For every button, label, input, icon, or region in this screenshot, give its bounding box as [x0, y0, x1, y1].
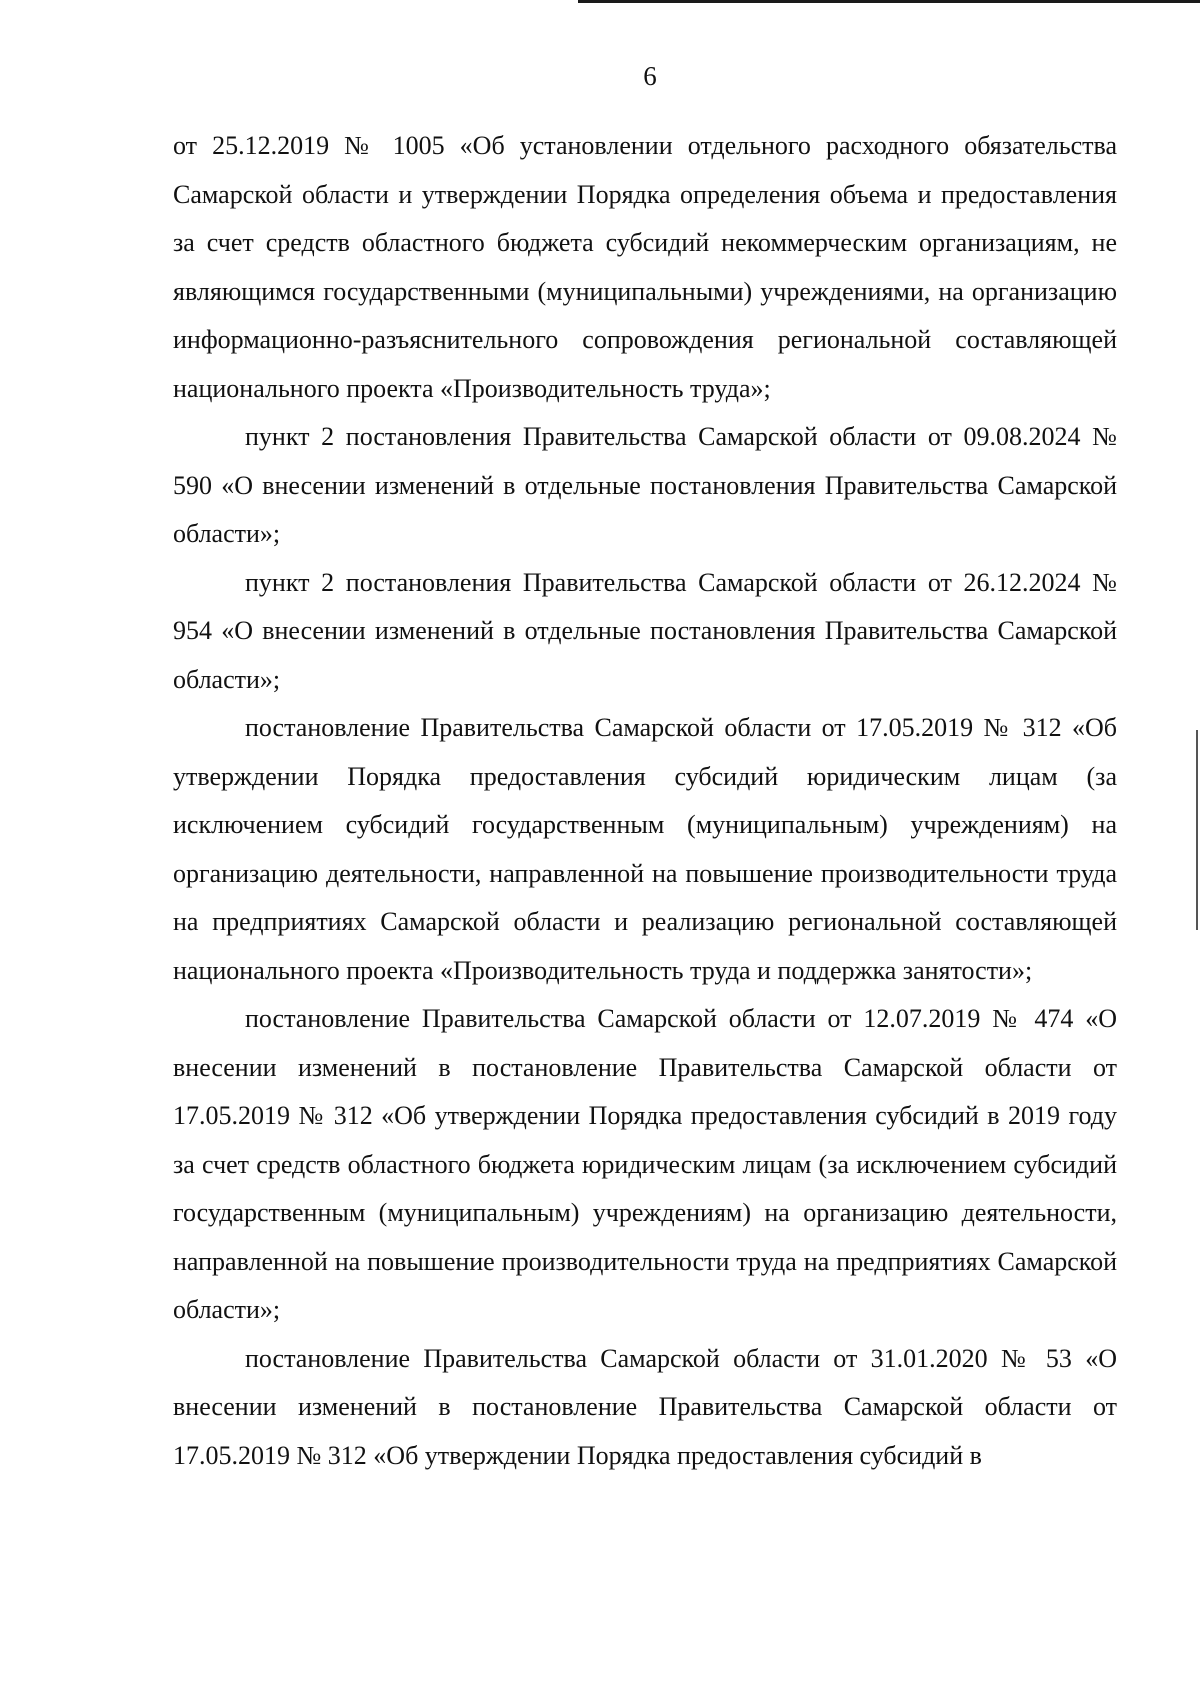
paragraph-item: постановление Правительства Самарской области от 17.05.2019 № 312 «Об утверждении Порядка предоставления субсидий юридическим лицам (за исключением субсидий государственным (муниципальным) учреждениям) на организацию деятельности, направленной на повышение производительности труда на предприятиях Самарской области и реализацию региональной составляющей национального проекта «Производительность труда и поддержка занятости»;: [173, 713, 1117, 985]
paragraph-item: пункт 2 постановления Правительства Самарской области от 09.08.2024 № 590 «О внесении изменений в отдельные постановления Правительства Самарской области»;: [173, 422, 1117, 548]
scan-right-margin-line: [1196, 730, 1198, 930]
page-number: 6: [643, 61, 657, 91]
paragraph-item: пункт 2 постановления Правительства Самарской области от 26.12.2024 № 954 «О внесении изменений в отдельные постановления Правительства Самарской области»;: [173, 567, 1117, 694]
paragraph-item: постановление Правительства Самарской области от 12.07.2019 № 474 «О внесении изменений в постановление Правительства Самарской области от 17.05.2019 № 312 «Об утверждении Порядка предоставления субсидий в 2019 году за счет средств областного бюджета юридическим лицам (за исключением субсидий государственным (муниципальным) учреждениям) на организацию деятельности, направленной на повышение производительности труда на предприятиях Самарской области»;: [173, 1004, 1117, 1324]
paragraph-continuation: от 25.12.2019 № 1005 «Об установлении отдельного расходного обязательства Самарской области и утверждении Порядка определения объема и предоставления за счет средств областного бюджета субсидий некоммерческим организациям, не являющимся государственными (муниципальными) учреждениями, на организацию информационно-разъяснительного сопровождения региональной составляющей национального проекта «Производительность труда»;: [173, 131, 1117, 403]
document-body: [173, 122, 1117, 1480]
scan-top-border-line: [578, 0, 1200, 3]
paragraph-item: постановление Правительства Самарской области от 31.01.2020 № 53 «О внесении изменений в постановление Правительства Самарской области от 17.05.2019 № 312 «Об утверждении Порядка предоставления субсидий в: [173, 1343, 1117, 1470]
